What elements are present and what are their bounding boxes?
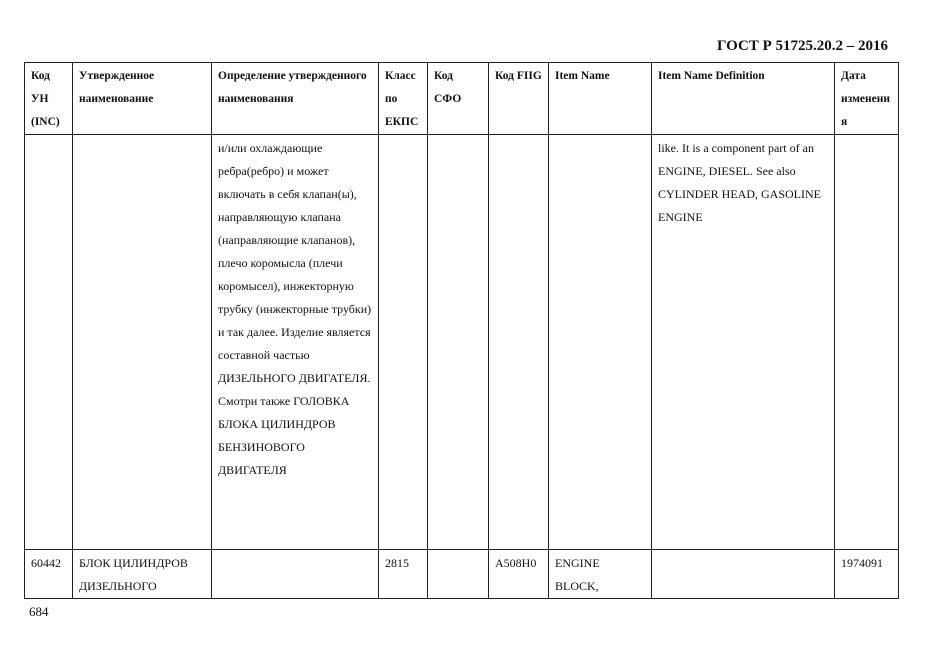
header-class: Класс по ЕКПС (379, 63, 428, 135)
cell-date (835, 135, 899, 550)
cell-class: 2815 (379, 550, 428, 599)
cell-class (379, 135, 428, 550)
cell-fiig: A508H0 (489, 550, 549, 599)
cell-item-def: like. It is a component part of an ENGINE, DIESEL. See also CYLINDER HEAD, GASOLINE ENGINE (652, 135, 835, 550)
cell-sfo (428, 135, 489, 550)
header-definition: Определение утвержденного наименования (212, 63, 379, 135)
cell-definition: и/или охлаждающие ребра(ребро) и может включать в себя клапан(ы), направляющую клапана (направляющие клапанов), плечо коромысла (плечи коромысел), инжекторную трубку (инжекторные трубки) и так далее. Изделие является составной частью ДИЗЕЛЬНОГО ДВИГАТЕЛЯ. Смотри также ГОЛОВКА БЛОКА ЦИЛИНДРОВ БЕНЗИНОВОГО ДВИГАТЕЛЯ (212, 135, 379, 550)
cell-sfo (428, 550, 489, 599)
table-row (25, 135, 899, 550)
table-header-row (25, 63, 899, 135)
header-sfo: Код СФО (428, 63, 489, 135)
cell-item-name (549, 135, 652, 550)
cell-item-def (652, 550, 835, 599)
document-code: ГОСТ Р 51725.20.2 – 2016 (716, 38, 888, 54)
cell-approved-name (73, 135, 212, 550)
cell-inc (25, 135, 73, 550)
cell-inc: 60442 (25, 550, 73, 599)
header-inc: Код УН (INC) (25, 63, 73, 135)
catalog-table (24, 62, 899, 599)
cell-item-name: ENGINE BLOCK, (549, 550, 652, 599)
cell-fiig (489, 135, 549, 550)
header-date: Дата изменения (835, 63, 899, 135)
cell-definition (212, 550, 379, 599)
header-fiig: Код FIIG (489, 63, 549, 135)
cell-approved-name: БЛОК ЦИЛИНДРОВ ДИЗЕЛЬНОГО (73, 550, 212, 599)
header-item-name: Item Name (549, 63, 652, 135)
cell-date: 1974091 (835, 550, 899, 599)
header-approved-name: Утвержденное наименование (73, 63, 212, 135)
header-item-def: Item Name Definition (652, 63, 835, 135)
table-row (25, 550, 899, 599)
page-number: 684 (29, 604, 49, 619)
